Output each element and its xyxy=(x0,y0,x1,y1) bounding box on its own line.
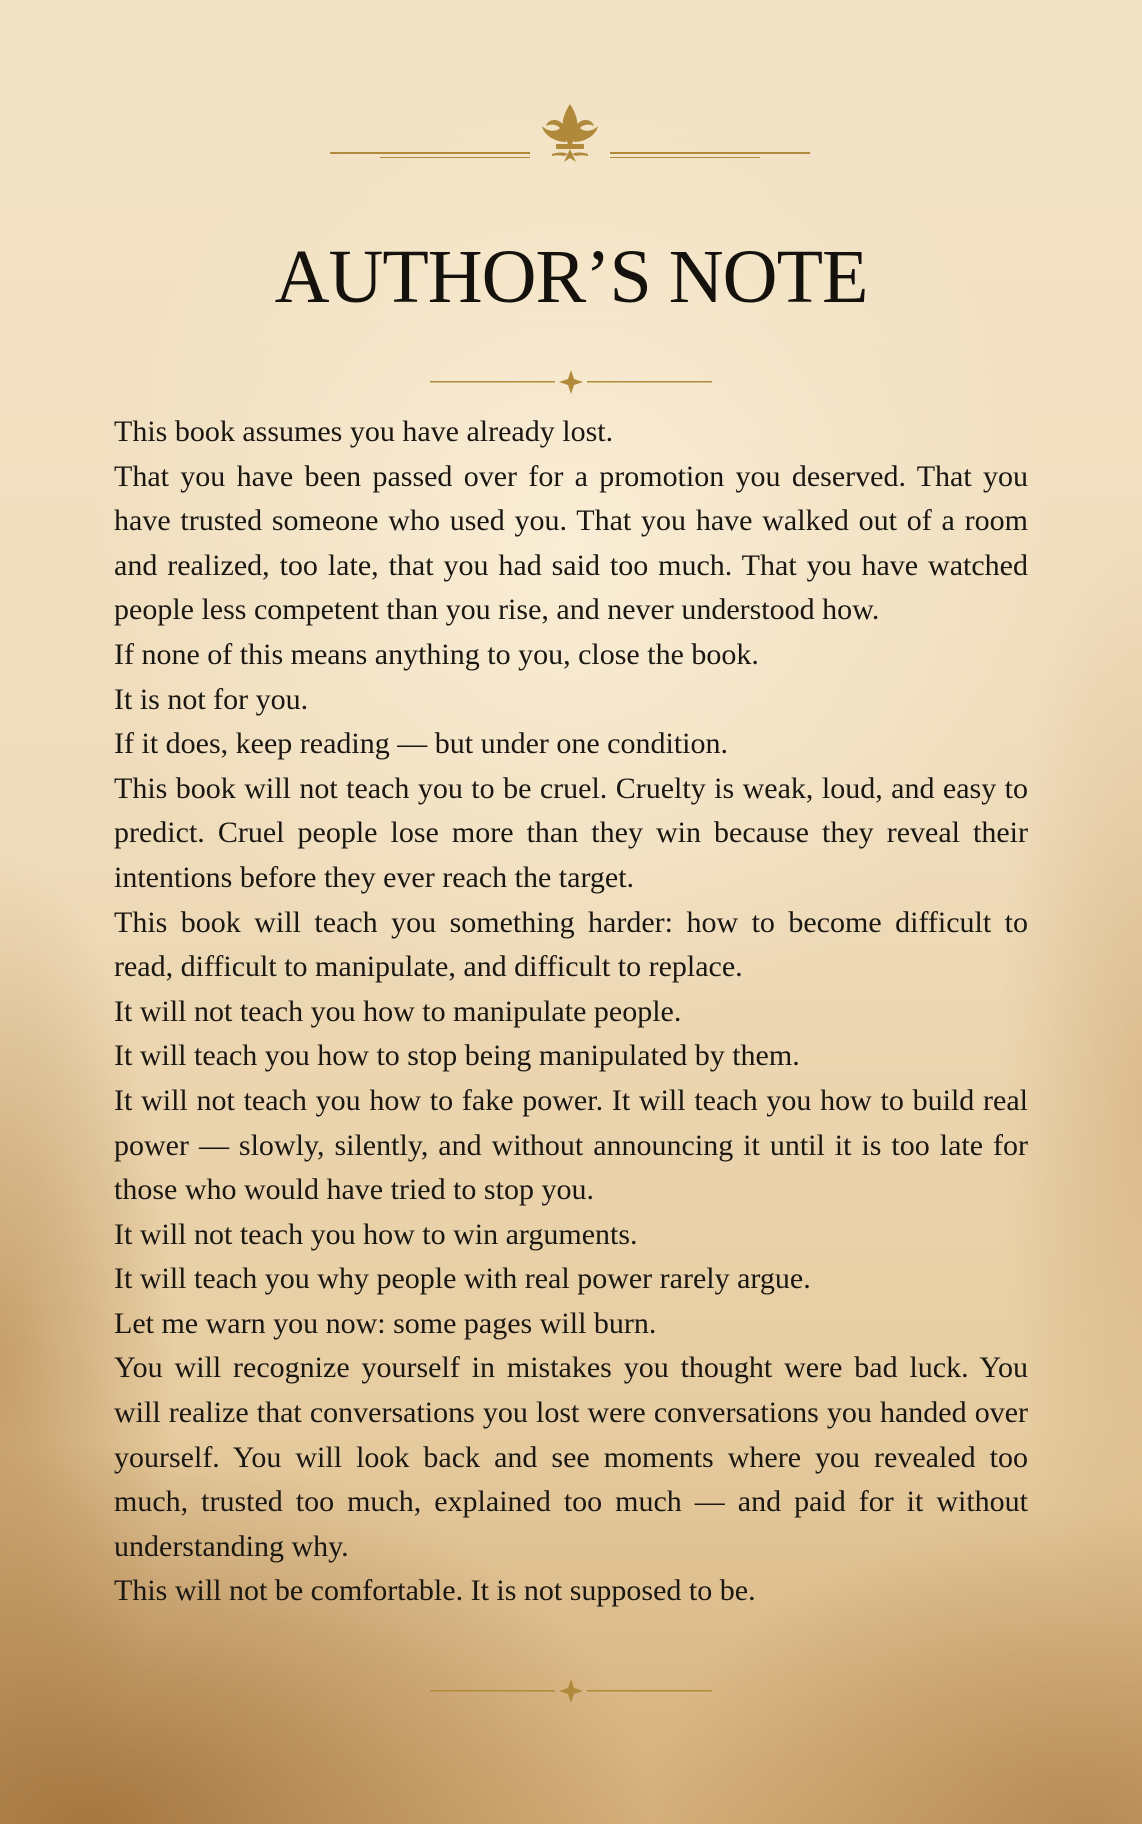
fleur-de-lis-ornament-icon xyxy=(320,96,820,176)
paragraph: You will recognize yourself in mistakes you thought were bad luck. You will realize that conversations you lost were conversations you handed over yourself. You will look back and see moments where you revealed too much, trusted too much, explained too much — and paid for it without understanding why. xyxy=(114,1351,1028,1563)
paragraph: It is not for you. xyxy=(114,682,309,716)
page-title: AUTHOR’S NOTE xyxy=(274,235,868,319)
paragraph: This book assumes you have already lost. xyxy=(114,415,614,448)
paragraph: It will teach you why people with real power rarely argue. xyxy=(114,1262,811,1296)
paragraph: If it does, keep reading — but under one condition. xyxy=(114,727,729,761)
paragraph: This book will not teach you to be cruel. Cruelty is weak, loud, and easy to predict. Cruel people lose more than they win because they reveal their intentions before they ever reach the target. xyxy=(114,771,1028,894)
paragraph: It will not teach you how to manipulate people. xyxy=(114,994,682,1028)
paragraph: It will not teach you how to win arguments. xyxy=(114,1217,638,1251)
paragraph: This book will teach you something harder: how to become difficult to read, difficult to manipulate, and difficult to replace. xyxy=(114,905,1028,984)
paragraph: It will not teach you how to fake power. It will teach you how to build real power — slowly, silently, and without announcing it until it is too late for those who would have tried to stop you. xyxy=(114,1083,1028,1207)
paragraph: It will teach you how to stop being manipulated by them. xyxy=(114,1039,800,1073)
star-divider-icon xyxy=(420,1676,722,1706)
paragraph: That you have been passed over for a promotion you deserved. That you have trusted someone who used you. That you have walked out of a room and realized, too late, that you had said too much. That you have watched people less competent than you rise, and never understood how. xyxy=(114,459,1028,627)
paragraph: If none of this means anything to you, close the book. xyxy=(114,637,759,671)
author-note-body xyxy=(114,410,1028,1614)
paragraph: Let me warn you now: some pages will burn. xyxy=(114,1306,657,1340)
star-divider-icon xyxy=(420,367,722,397)
paragraph: This will not be comfortable. It is not supposed to be. xyxy=(114,1574,756,1608)
